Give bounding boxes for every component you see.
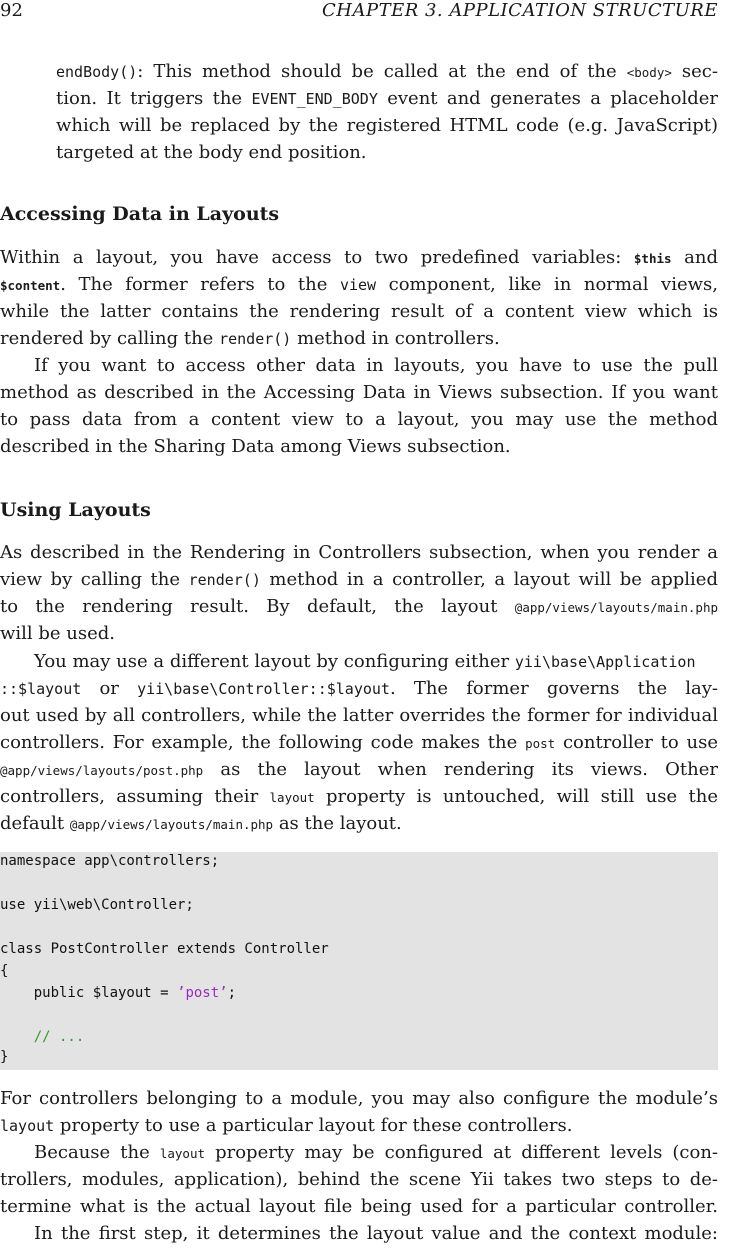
section-heading-accessing-data: Accessing Data in Layouts [0,203,280,225]
s2-p1-line-2: view by calling the render() method in a controller, a layout will be applied [0,569,718,590]
endbody-line-2: tion. It triggers the EVENT_END_BODY event and generates a placeholder [56,88,719,109]
s2-p2-line-2: ::$layout or yii\base\Controller::$layout. The former governs the lay- [0,678,718,699]
after-p3-line-1: In the first step, it determines the layout value and the context module: [34,1223,718,1244]
s2-p2-line-1: You may use a different layout by configuring either yii\base\Application [34,651,696,672]
after-p1-line-1: For controllers belonging to a module, you may also configure the module’s [0,1088,718,1109]
after-p1-line-2: layout property to use a particular layout for these controllers. [0,1115,573,1136]
s1-p1-line-3: while the latter contains the rendering result of a content view which is [0,301,718,322]
code-line-class: class PostController extends Controller [0,941,329,957]
endbody-line-1: endBody(): This method should be called at the end of the <body> sec- [56,61,718,82]
code-block [0,852,718,1070]
s2-p2-line-5: @app/views/layouts/post.php as the layout when rendering its views. Other [0,759,719,780]
chapter-header: CHAPTER 3. APPLICATION STRUCTURE [321,0,718,21]
s1-p1-line-2: $content. The former refers to the view component, like in normal views, [0,274,718,295]
code-line-open-brace: { [0,963,9,979]
code-line-use: use yii\web\Controller; [0,897,194,913]
code-line-namespace: namespace app\controllers; [0,853,220,869]
endbody-term: endBody() [56,63,138,81]
endbody-line-3: which will be replaced by the registered HTML code (e.g. JavaScript) [56,115,718,136]
code-string-post: ’post’ [177,985,228,1001]
page-number: 92 [0,0,23,21]
s1-p1-line-1: Within a layout, you have access to two predefined variables: $this and [0,247,718,268]
s2-p2-line-7: default @app/views/layouts/main.php as the layout. [0,813,402,834]
after-p2-line-1: Because the layout property may be configured at different levels (con- [34,1142,719,1163]
endbody-line-4: targeted at the body end position. [56,142,367,163]
code-line-comment: // ... [0,1029,85,1045]
after-p2-line-2: trollers, modules, application), behind the scene Yii takes two steps to de- [0,1169,718,1190]
s2-p2-line-6: controllers, assuming their layout property is untouched, will still use the [0,786,718,807]
s1-p2-line-3: to pass data from a content view to a layout, you may use the method [0,409,718,430]
s1-p1-line-4: rendered by calling the render() method in controllers. [0,328,500,349]
s2-p1-line-3: to the rendering result. By default, the layout @app/views/layouts/main.php [0,596,718,617]
s2-p2-line-3: out used by all controllers, while the latter overrides the former for individual [0,705,718,726]
code-line-layout-property: public $layout = ’post’; [0,985,237,1001]
s1-p2-line-2: method as described in the Accessing Data in Views subsection. If you want [0,382,718,403]
s2-p1-line-1: As described in the Rendering in Controllers subsection, when you render a [0,542,718,563]
s1-p2-line-4: described in the Sharing Data among Views subsection. [0,436,511,457]
s2-p1-line-4: will be used. [0,623,116,644]
section-heading-using-layouts: Using Layouts [0,499,151,521]
code-line-close-brace: } [0,1049,9,1065]
after-p2-line-3: termine what is the actual layout file being used for a particular controller. [0,1196,718,1217]
s1-p2-line-1: If you want to access other data in layouts, you have to use the pull [34,355,718,376]
s2-p2-line-4: controllers. For example, the following code makes the post controller to use [0,732,718,753]
